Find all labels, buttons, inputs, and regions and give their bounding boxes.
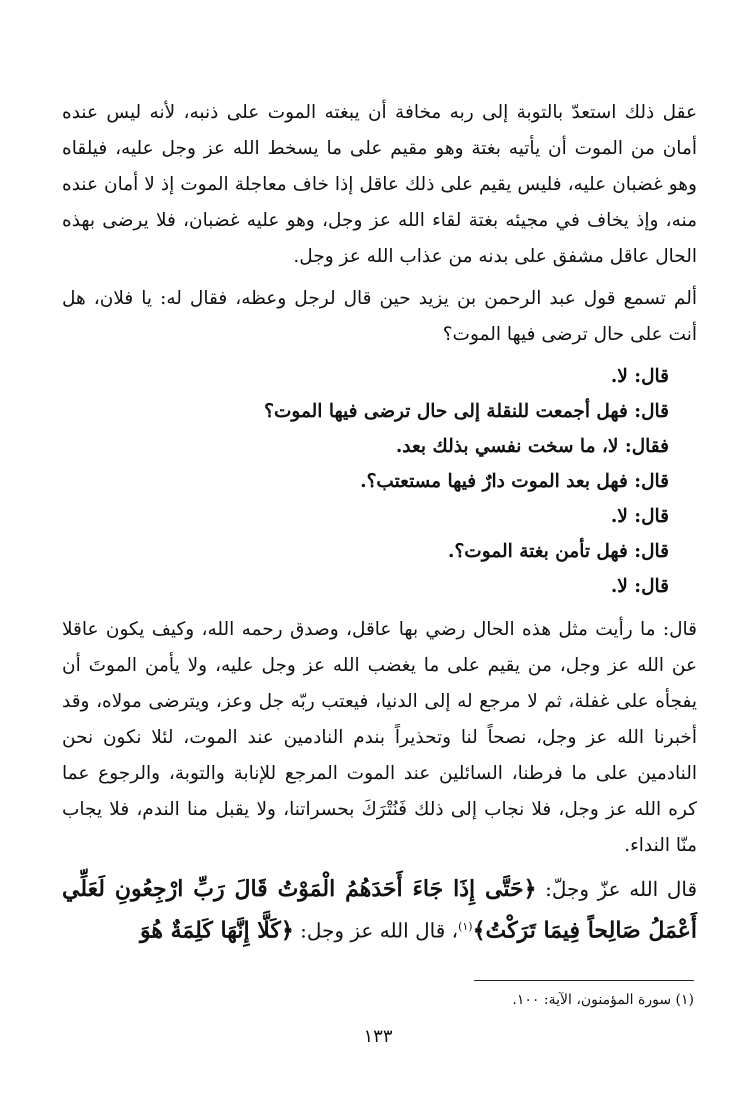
dialogue-line: قال: فهل أجمعت للنقلة إلى حال ترضى فيها الموت؟ xyxy=(264,401,669,422)
dialogue-line: قال: لا. xyxy=(610,506,669,527)
quran-passage xyxy=(62,870,697,950)
quran-intro: قال الله عزّ وجلّ: xyxy=(545,877,698,901)
quran-separator: ، قال الله عز وجل: xyxy=(300,918,459,943)
dialogue-line: قال: فهل بعد الموت دارٌ فيها مستعتب؟. xyxy=(360,471,669,492)
dialogue-line: قال: فهل تأمن بغتة الموت؟. xyxy=(448,541,669,562)
dialogue-line: فقال: لا، ما سخت نفسي بذلك بعد. xyxy=(395,436,669,457)
footnote-reference: (١) xyxy=(458,920,473,933)
dialogue-block xyxy=(62,359,697,604)
footnote: (١) سورة المؤمنون، الآية: ١٠٠. xyxy=(512,992,694,1008)
page-body xyxy=(62,95,697,970)
dialogue-line: قال: لا. xyxy=(610,576,669,597)
paragraph-2: ألم تسمع قول عبد الرحمن بن يزيد حين قال لرجل وعظه، فقال له: يا فلان، هل أنت على حال ترضى فيها الموت؟ xyxy=(62,288,697,345)
dialogue-line: قال: لا. xyxy=(610,366,669,387)
quran-verse-2: ﴿كَلَّا إِنَّهَا كَلِمَةٌ هُوَ xyxy=(139,917,294,944)
footnote-divider xyxy=(474,980,694,981)
paragraph-3: قال: ما رأيت مثل هذه الحال رضي بها عاقل، وصدق رحمه الله، وكيف يكون عاقلا عن الله عز وجل، من يقيم على ما يغضب الله عز وجل عليه، ولا يأمن الموتَ أن يفجأه على غفلة، ثم لا مرجع له إلى الدنيا، فيعتب ربّه جل وعز، ويترضى مولاه، وقد أخبرنا الله عز وجل، نصحاً لنا وتحذيراً بندم النادمين عند الموت، لئلا نكون نحن النادمين على ما فرطنا، السائلين عند الموت المرجع للإنابة والتوبة، والرجوع عما كره الله عز وجل، فلا نجاب إلى ذلك فَنُتْرَكَ بحسراتنا، ولا يقبل منا الندم، فلا يجاب منّا النداء. xyxy=(62,619,697,856)
paragraph-1: عقل ذلك استعدّ بالتوبة إلى ربه مخافة أن يبغته الموت على ذنبه، لأنه ليس عنده أمان من الموت أن يأتيه بغتة وهو مقيم على ما يسخط الله عز وجل عليه، فيلقاه وهو غضبان عليه، فليس يقيم على ذلك عاقل إذا خاف معاجلة الموت إذ لا أمان عنده منه، وإذ يخاف في مجيئه بغتة لقاء الله عز وجل، وهو عليه غضبان، فلا يرضى بهذه الحال عاقل مشفق على بدنه من عذاب الله عز وجل. xyxy=(62,102,697,267)
page-number: ١٣٣ xyxy=(363,1026,393,1047)
quran-verse-1: ﴿حَتَّى إِذَا جَاءَ أَحَدَهُمُ الْمَوْتُ قَالَ رَبِّ ارْجِعُونِ لَعَلِّي أَعْمَلُ صَالِحاً فِيمَا تَرَكْتُ﴾ xyxy=(62,876,697,944)
